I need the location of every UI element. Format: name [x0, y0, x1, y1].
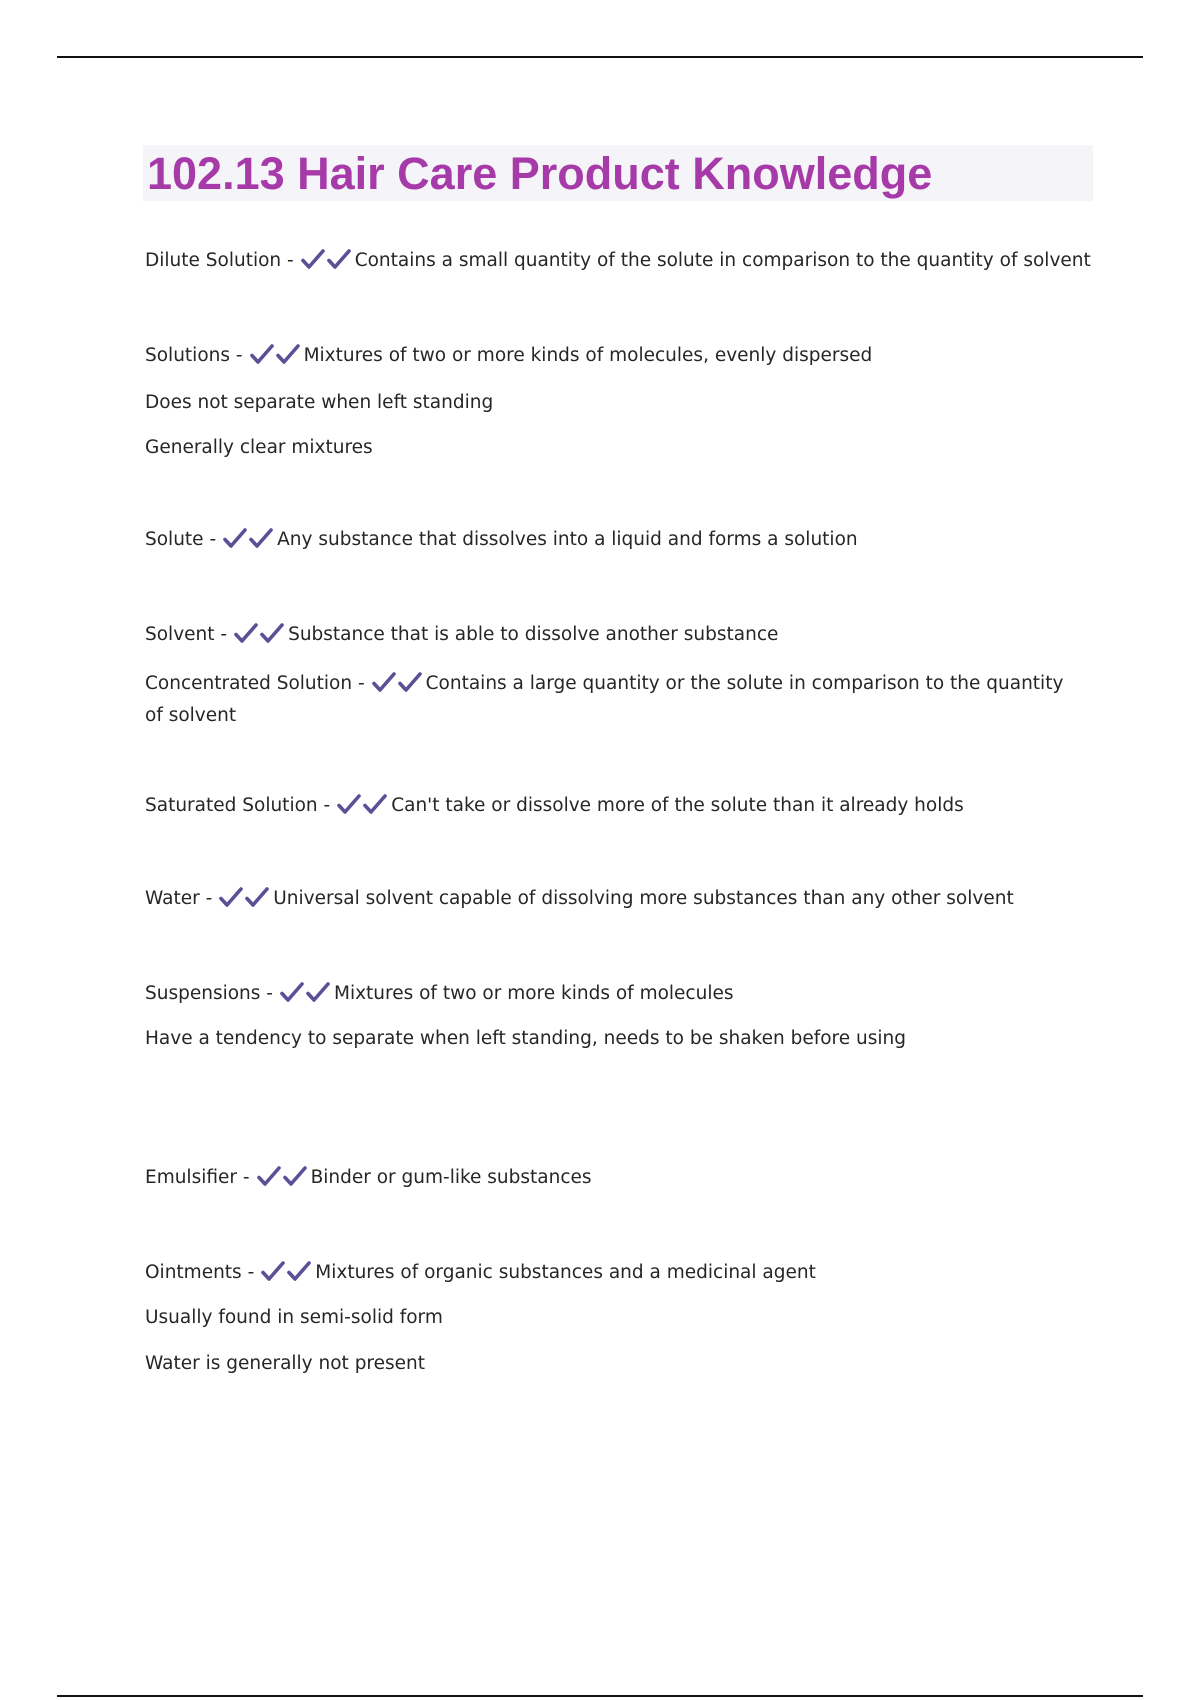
page-title: 102.13 Hair Care Product Knowledge — [147, 148, 933, 199]
entry-term: Saturated Solution - — [145, 795, 331, 816]
entry-note: Usually found in semi-solid form — [145, 1307, 443, 1328]
entry-suspensions — [145, 980, 1075, 1012]
checkmark-icon — [256, 1165, 282, 1187]
entry-term: Solvent - — [145, 624, 228, 645]
checkmark-icon — [222, 527, 248, 549]
checkmark-icon — [300, 248, 326, 270]
entry-solutions — [145, 342, 1075, 374]
entry-note: Have a tendency to separate when left standing, needs to be shaken before using — [145, 1028, 906, 1049]
check-pair — [256, 1165, 308, 1196]
checkmark-icon — [233, 622, 259, 644]
entry-definition: Universal solvent capable of dissolving more substances than any other solvent — [273, 888, 1014, 909]
check-pair — [249, 343, 301, 374]
entry-term: Ointments - — [145, 1262, 255, 1283]
bottom-rule — [57, 1695, 1143, 1697]
checkmark-icon — [336, 793, 362, 815]
entry-term: Dilute Solution - — [145, 250, 294, 271]
entry-note: Generally clear mixtures — [145, 437, 373, 458]
entry-note: Water is generally not present — [145, 1353, 426, 1374]
entry-term: Solutions - — [145, 345, 243, 366]
check-pair — [233, 622, 285, 653]
entry-term: Concentrated Solution - — [145, 673, 365, 694]
entry-definition: Any substance that dissolves into a liquid and forms a solution — [277, 529, 858, 550]
check-pair — [371, 671, 423, 702]
checkmark-icon — [371, 671, 397, 693]
checkmark-icon — [362, 793, 388, 815]
entry-term: Water - — [145, 888, 213, 909]
entry-definition: Contains a large quantity or the solute in comparison to the quantity of solvent — [145, 673, 1064, 726]
entry-definition: Mixtures of two or more kinds of molecules — [333, 983, 734, 1004]
checkmark-icon — [218, 886, 244, 908]
entry-saturated-solution — [145, 792, 1075, 824]
entry-definition: Mixtures of organic substances and a medicinal agent — [315, 1262, 816, 1283]
checkmark-icon — [286, 1260, 312, 1282]
checkmark-icon — [397, 671, 423, 693]
checkmark-icon — [259, 622, 285, 644]
entry-term: Solute - — [145, 529, 217, 550]
entry-concentrated-solution — [145, 670, 1075, 730]
entry-definition: Binder or gum-like substances — [310, 1167, 592, 1188]
checkmark-icon — [305, 981, 331, 1003]
entry-definition: Can't take or dissolve more of the solute than it already holds — [391, 795, 964, 816]
entry-water — [145, 885, 1075, 917]
top-rule — [57, 56, 1143, 58]
entry-solvent — [145, 621, 1075, 653]
check-pair — [222, 527, 274, 558]
entry-solute — [145, 526, 1075, 558]
entry-definition: Contains a small quantity of the solute in comparison to the quantity of solvent — [354, 250, 1091, 271]
check-pair — [300, 248, 352, 279]
entry-emulsifier — [145, 1164, 1075, 1196]
entry-definition: Mixtures of two or more kinds of molecules, evenly dispersed — [303, 345, 873, 366]
checkmark-icon — [326, 248, 352, 270]
entry-term: Suspensions - — [145, 983, 273, 1004]
entry-note: Does not separate when left standing — [145, 392, 494, 413]
checkmark-icon — [260, 1260, 286, 1282]
check-pair — [218, 886, 270, 917]
checkmark-icon — [275, 343, 301, 365]
check-pair — [260, 1260, 312, 1291]
check-pair — [336, 793, 388, 824]
checkmark-icon — [249, 343, 275, 365]
checkmark-icon — [279, 981, 305, 1003]
checkmark-icon — [244, 886, 270, 908]
check-pair — [279, 981, 331, 1012]
checkmark-icon — [282, 1165, 308, 1187]
entry-dilute-solution — [145, 247, 1091, 279]
checkmark-icon — [248, 527, 274, 549]
entry-definition: Substance that is able to dissolve another substance — [288, 624, 779, 645]
entry-ointments — [145, 1259, 1075, 1291]
entry-term: Emulsifier - — [145, 1167, 250, 1188]
